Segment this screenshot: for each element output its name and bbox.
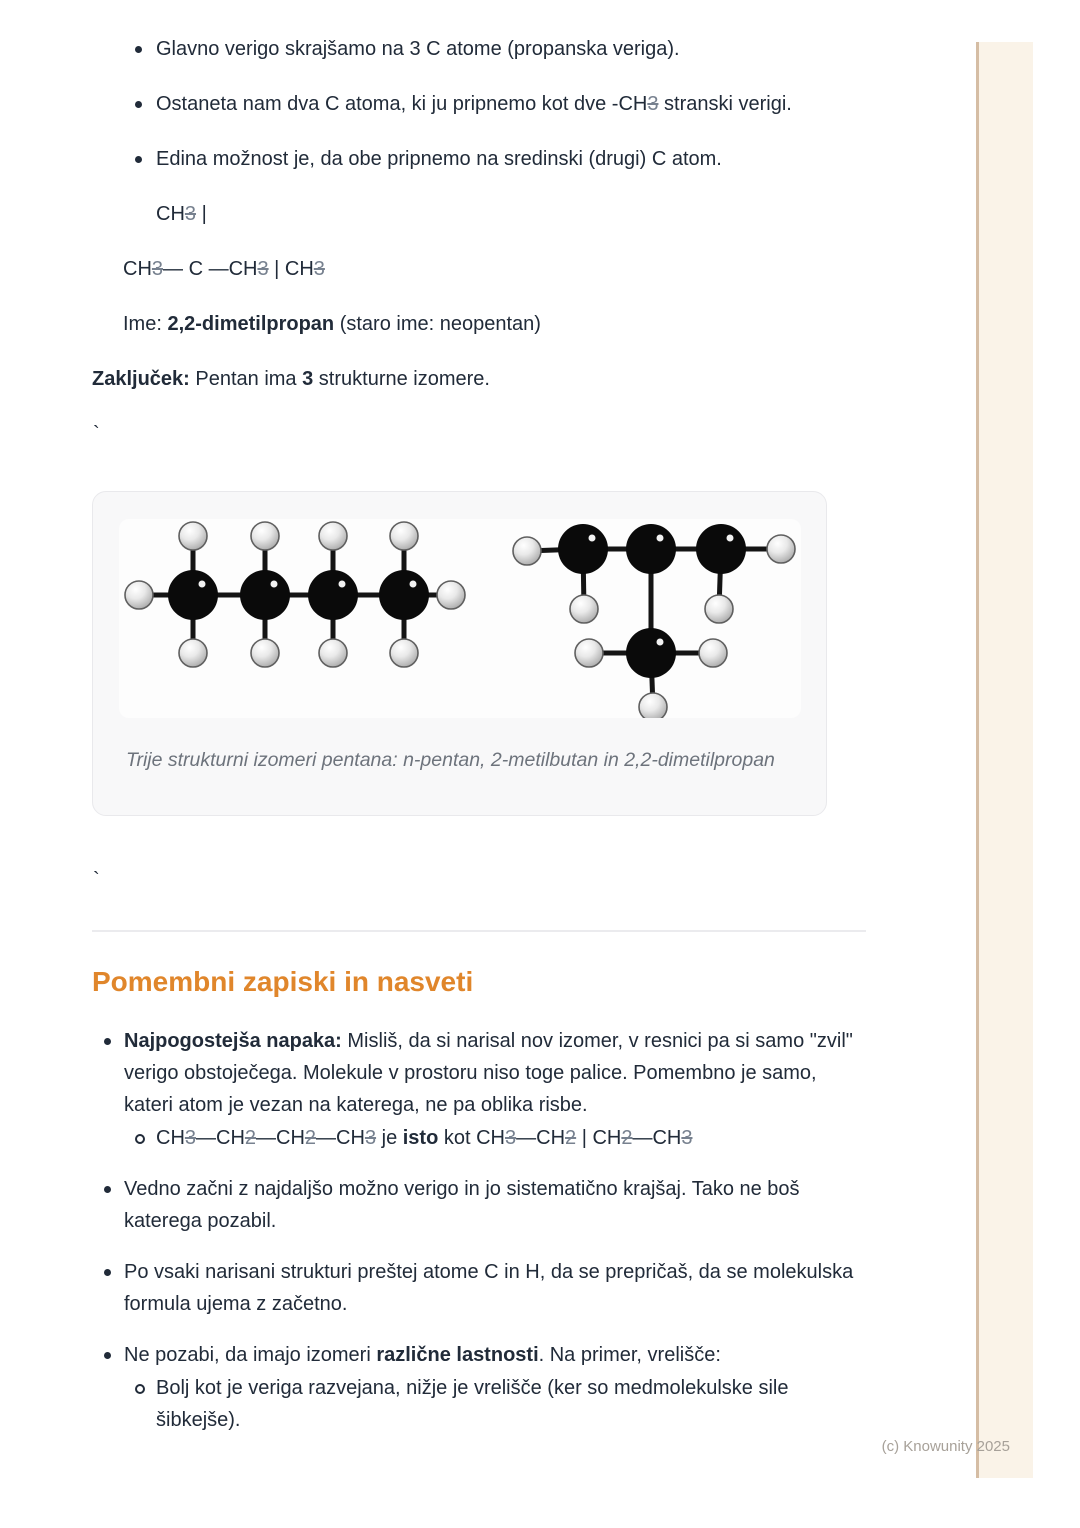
intro-bullet-list xyxy=(92,38,868,170)
conclusion-line: Zaključek: Pentan ima 3 strukturne izomere. xyxy=(92,368,490,390)
document-content xyxy=(92,38,868,1455)
sub-list xyxy=(124,1372,868,1436)
stray-backtick: ` xyxy=(93,423,100,445)
molecule-models-illustration xyxy=(119,519,801,718)
list-item-text: Ostaneta nam dva C atoma, ki ju pripnemo kot dve -CH3 stranski verigi. xyxy=(156,93,792,115)
isomer-name-line: Ime: 2,2-dimetilpropan (staro ime: neopentan) xyxy=(123,313,541,335)
section-heading: Pomembni zapiski in nasveti xyxy=(92,966,474,997)
formula-line-main: CH3— C —CH3 | CH3 xyxy=(123,258,325,280)
list-item-text: Najpogostejša napaka: Misliš, da si narisal nov izomer, v resnici pa si samo "zvil" verigo obstoječega. Molekule v prostoru niso toge palice. Pomembno je samo, kateri atom je vezan na katerega, ne pa oblika risbe. xyxy=(124,1030,853,1116)
n-pentan-model xyxy=(125,522,465,667)
decorative-stripe xyxy=(976,42,1033,1478)
list-item xyxy=(92,1025,868,1154)
list-item-text: Po vsaki narisani strukturi preštej atome C in H, da se prepričaš, da se molekulska formula ujema z začetno. xyxy=(124,1261,854,1315)
list-item-text: Glavno verigo skrajšamo na 3 C atome (propanska veriga). xyxy=(156,38,680,60)
formula-line-ch3: CH3 | xyxy=(156,203,207,225)
list-item-text: Bolj kot je veriga razvejana, nižje je vrelišče (ker so medmolekulske sile šibkejše). xyxy=(156,1377,789,1431)
sub-list-item xyxy=(124,1122,868,1154)
figure-caption: Trije strukturni izomeri pentana: n-pentan, 2-metilbutan in 2,2-dimetilpropan xyxy=(126,749,775,771)
list-item xyxy=(92,1339,868,1436)
stray-backtick: ` xyxy=(93,869,100,891)
sub-list xyxy=(124,1122,868,1154)
molecule-image xyxy=(119,519,801,718)
copyright-watermark: (c) Knowunity 2025 xyxy=(881,1438,1010,1455)
list-item xyxy=(92,1256,868,1320)
list-item-text: Edina možnost je, da obe pripnemo na sredinski (drugi) C atom. xyxy=(156,148,722,170)
list-item xyxy=(92,93,868,115)
list-item-text: Ne pozabi, da imajo izomeri različne lastnosti. Na primer, vrelišče: xyxy=(124,1344,721,1366)
list-item xyxy=(92,148,868,170)
list-item xyxy=(92,38,868,60)
branched-isomer-model xyxy=(513,524,795,718)
list-item-text: Vedno začni z najdaljšo možno verigo in jo sistematično krajšaj. Tako ne boš katerega pozabil. xyxy=(124,1178,800,1232)
notes-bullet-list xyxy=(92,1025,868,1436)
list-item xyxy=(92,1173,868,1237)
section-divider xyxy=(92,930,866,932)
list-item-text: CH3—CH2—CH2—CH3 je isto kot CH3—CH2 | CH2—CH3 xyxy=(156,1127,693,1149)
sub-list-item xyxy=(124,1372,868,1436)
figure-card xyxy=(92,491,827,816)
